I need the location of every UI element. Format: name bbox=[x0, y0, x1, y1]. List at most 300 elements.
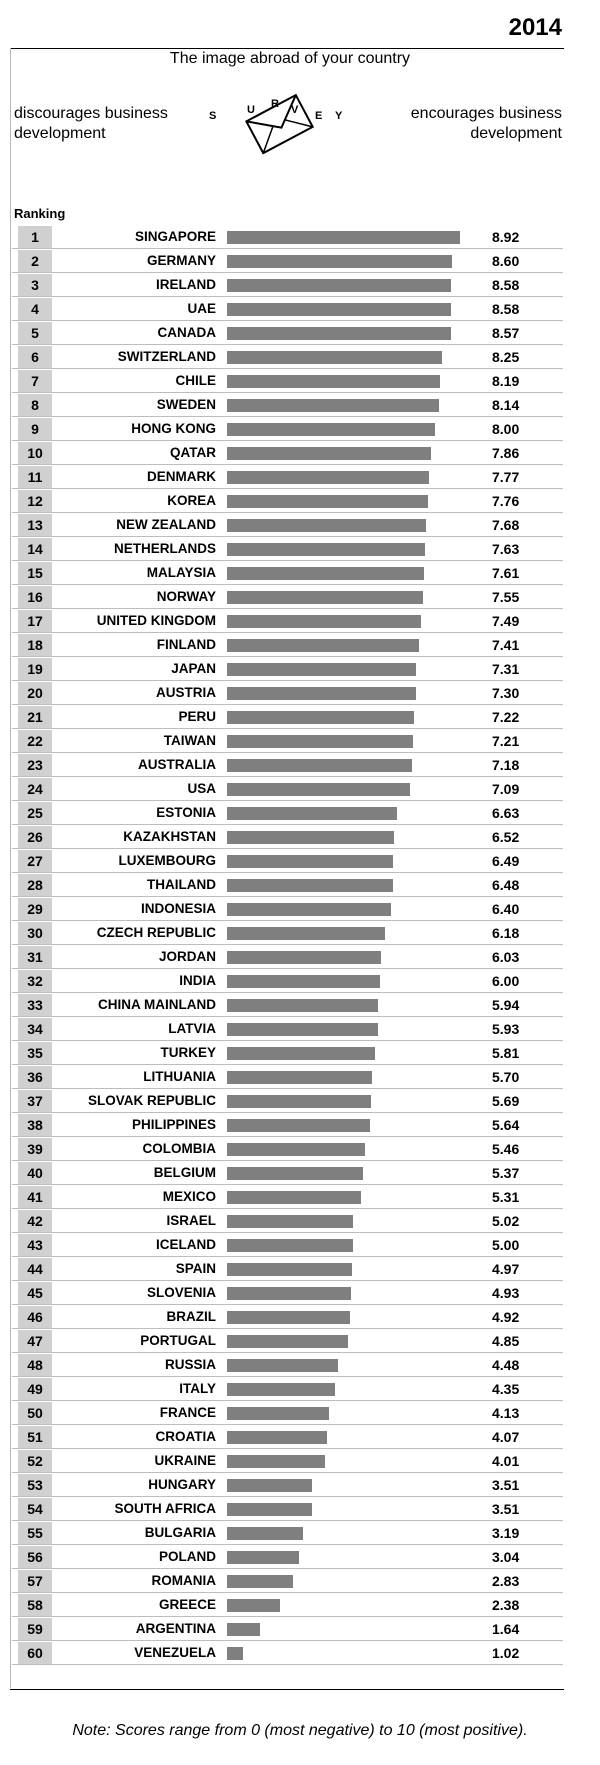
score-value: 8.14 bbox=[492, 397, 520, 413]
table-row bbox=[0, 393, 600, 417]
country-label: NETHERLANDS bbox=[113, 541, 216, 556]
score-bar bbox=[227, 879, 393, 892]
score-value: 7.31 bbox=[492, 661, 520, 677]
country-label: SLOVAK REPUBLIC bbox=[87, 1093, 216, 1108]
score-value: 5.02 bbox=[492, 1213, 520, 1229]
table-row bbox=[0, 1401, 600, 1425]
country-label: CZECH REPUBLIC bbox=[96, 925, 216, 940]
table-row bbox=[0, 1257, 600, 1281]
country-label: SPAIN bbox=[175, 1261, 216, 1276]
rank-cell: 37 bbox=[18, 1090, 52, 1112]
rank-cell: 27 bbox=[18, 850, 52, 872]
country-label: TURKEY bbox=[160, 1045, 216, 1060]
score-bar bbox=[227, 1599, 280, 1612]
rank-cell: 5 bbox=[18, 322, 52, 344]
country-label: SINGAPORE bbox=[134, 229, 216, 244]
table-row bbox=[0, 225, 600, 249]
table-row bbox=[0, 873, 600, 897]
country-label: UKRAINE bbox=[154, 1453, 216, 1468]
rank-cell: 6 bbox=[18, 346, 52, 368]
score-value: 5.70 bbox=[492, 1069, 520, 1085]
score-bar bbox=[227, 519, 426, 532]
score-bar bbox=[227, 807, 397, 820]
country-label: RUSSIA bbox=[164, 1357, 216, 1372]
score-bar bbox=[227, 543, 425, 556]
left-scale-label bbox=[14, 104, 194, 144]
rank-cell: 14 bbox=[18, 538, 52, 560]
score-bar bbox=[227, 831, 394, 844]
rank-cell: 40 bbox=[18, 1162, 52, 1184]
score-value: 2.83 bbox=[492, 1573, 520, 1589]
rank-cell: 28 bbox=[18, 874, 52, 896]
left-label-line1: discourages business bbox=[14, 105, 168, 122]
rank-cell: 38 bbox=[18, 1114, 52, 1136]
score-bar bbox=[227, 1479, 312, 1492]
score-bar bbox=[227, 1215, 353, 1228]
table-row bbox=[0, 561, 600, 585]
score-value: 6.00 bbox=[492, 973, 520, 989]
survey-logo bbox=[205, 92, 355, 158]
table-row bbox=[0, 1521, 600, 1545]
country-label: USA bbox=[187, 781, 216, 796]
rank-cell: 56 bbox=[18, 1546, 52, 1568]
score-value: 4.85 bbox=[492, 1333, 520, 1349]
score-value: 2.38 bbox=[492, 1597, 520, 1613]
score-value: 7.09 bbox=[492, 781, 520, 797]
country-label: UAE bbox=[187, 301, 216, 316]
table-row bbox=[0, 633, 600, 657]
score-bar bbox=[227, 255, 452, 268]
row-divider bbox=[12, 1664, 563, 1665]
table-row bbox=[0, 1281, 600, 1305]
rank-cell: 60 bbox=[18, 1642, 52, 1664]
score-bar bbox=[227, 1551, 299, 1564]
country-label: AUSTRALIA bbox=[138, 757, 216, 772]
score-bar bbox=[227, 1047, 375, 1060]
rank-cell: 58 bbox=[18, 1594, 52, 1616]
table-row bbox=[0, 969, 600, 993]
score-bar bbox=[227, 327, 451, 340]
rank-cell: 43 bbox=[18, 1234, 52, 1256]
score-bar bbox=[227, 711, 414, 724]
score-value: 8.19 bbox=[492, 373, 520, 389]
country-label: SLOVENIA bbox=[146, 1285, 216, 1300]
country-label: LATVIA bbox=[168, 1021, 216, 1036]
country-label: KAZAKHSTAN bbox=[123, 829, 216, 844]
country-label: FRANCE bbox=[159, 1405, 216, 1420]
score-value: 8.60 bbox=[492, 253, 520, 269]
country-label: INDONESIA bbox=[140, 901, 216, 916]
table-row bbox=[0, 321, 600, 345]
table-row bbox=[0, 1233, 600, 1257]
rank-cell: 10 bbox=[18, 442, 52, 464]
score-bar bbox=[227, 1095, 371, 1108]
rank-cell: 36 bbox=[18, 1066, 52, 1088]
score-value: 6.48 bbox=[492, 877, 520, 893]
rank-cell: 50 bbox=[18, 1402, 52, 1424]
score-value: 3.51 bbox=[492, 1501, 520, 1517]
score-value: 3.04 bbox=[492, 1549, 520, 1565]
country-label: CROATIA bbox=[155, 1429, 216, 1444]
score-bar bbox=[227, 1455, 325, 1468]
rank-cell: 52 bbox=[18, 1450, 52, 1472]
score-bar bbox=[227, 1263, 352, 1276]
score-bar bbox=[227, 639, 419, 652]
table-row bbox=[0, 1065, 600, 1089]
right-label-line1: encourages business bbox=[410, 105, 562, 122]
rank-cell: 25 bbox=[18, 802, 52, 824]
country-label: DENMARK bbox=[147, 469, 216, 484]
score-value: 1.02 bbox=[492, 1645, 520, 1661]
score-value: 6.03 bbox=[492, 949, 520, 965]
score-value: 6.18 bbox=[492, 925, 520, 941]
score-value: 5.93 bbox=[492, 1021, 520, 1037]
score-value: 4.01 bbox=[492, 1453, 520, 1469]
right-label-line2: development bbox=[470, 125, 562, 142]
score-bar bbox=[227, 495, 428, 508]
table-row bbox=[0, 1569, 600, 1593]
score-bar bbox=[227, 279, 451, 292]
rank-cell: 51 bbox=[18, 1426, 52, 1448]
country-label: SWEDEN bbox=[156, 397, 216, 412]
rank-cell: 34 bbox=[18, 1018, 52, 1040]
table-row bbox=[0, 1425, 600, 1449]
country-label: NORWAY bbox=[156, 589, 216, 604]
rank-cell: 42 bbox=[18, 1210, 52, 1232]
score-value: 4.92 bbox=[492, 1309, 520, 1325]
rank-cell: 48 bbox=[18, 1354, 52, 1376]
score-value: 5.37 bbox=[492, 1165, 520, 1181]
table-row bbox=[0, 513, 600, 537]
score-bar bbox=[227, 783, 410, 796]
country-label: INDIA bbox=[179, 973, 216, 988]
rank-cell: 46 bbox=[18, 1306, 52, 1328]
score-value: 1.64 bbox=[492, 1621, 520, 1637]
score-bar bbox=[227, 951, 381, 964]
score-bar bbox=[227, 1191, 361, 1204]
score-value: 5.46 bbox=[492, 1141, 520, 1157]
country-label: SWITZERLAND bbox=[117, 349, 216, 364]
score-value: 5.00 bbox=[492, 1237, 520, 1253]
rank-cell: 45 bbox=[18, 1282, 52, 1304]
score-value: 5.81 bbox=[492, 1045, 520, 1061]
table-row bbox=[0, 1137, 600, 1161]
rank-cell: 11 bbox=[18, 466, 52, 488]
logo-letter: U bbox=[247, 104, 255, 116]
table-row bbox=[0, 273, 600, 297]
table-row bbox=[0, 1641, 600, 1665]
score-value: 7.63 bbox=[492, 541, 520, 557]
ranking-header: Ranking bbox=[14, 206, 66, 221]
rank-cell: 23 bbox=[18, 754, 52, 776]
country-label: GERMANY bbox=[146, 253, 216, 268]
country-label: HONG KONG bbox=[131, 421, 216, 436]
score-bar bbox=[227, 855, 393, 868]
logo-letter: Y bbox=[335, 110, 343, 122]
country-label: GREECE bbox=[158, 1597, 216, 1612]
country-label: MEXICO bbox=[162, 1189, 216, 1204]
score-value: 8.92 bbox=[492, 229, 520, 245]
right-scale-label bbox=[372, 104, 562, 144]
score-value: 5.94 bbox=[492, 997, 520, 1013]
table-row bbox=[0, 345, 600, 369]
rank-cell: 16 bbox=[18, 586, 52, 608]
score-bar bbox=[227, 375, 440, 388]
score-value: 8.00 bbox=[492, 421, 520, 437]
left-label-line2: development bbox=[14, 125, 106, 142]
table-row bbox=[0, 1593, 600, 1617]
score-bar bbox=[227, 1311, 350, 1324]
table-row bbox=[0, 249, 600, 273]
score-value: 4.13 bbox=[492, 1405, 520, 1421]
rank-cell: 7 bbox=[18, 370, 52, 392]
table-row bbox=[0, 801, 600, 825]
envelope-icon bbox=[205, 92, 355, 158]
country-label: THAILAND bbox=[147, 877, 216, 892]
table-row bbox=[0, 1161, 600, 1185]
table-row bbox=[0, 993, 600, 1017]
logo-letter: E bbox=[315, 110, 323, 122]
rank-cell: 12 bbox=[18, 490, 52, 512]
score-bar bbox=[227, 975, 380, 988]
score-value: 8.58 bbox=[492, 301, 520, 317]
score-bar bbox=[227, 999, 378, 1012]
score-value: 7.30 bbox=[492, 685, 520, 701]
country-label: COLOMBIA bbox=[142, 1141, 216, 1156]
rank-cell: 54 bbox=[18, 1498, 52, 1520]
score-value: 5.64 bbox=[492, 1117, 520, 1133]
table-row bbox=[0, 657, 600, 681]
country-label: PHILIPPINES bbox=[131, 1117, 216, 1132]
country-label: JAPAN bbox=[171, 661, 216, 676]
rank-cell: 53 bbox=[18, 1474, 52, 1496]
table-row bbox=[0, 849, 600, 873]
rank-cell: 3 bbox=[18, 274, 52, 296]
score-value: 4.07 bbox=[492, 1429, 520, 1445]
country-label: SOUTH AFRICA bbox=[114, 1501, 216, 1516]
country-label: CANADA bbox=[157, 325, 216, 340]
score-value: 4.48 bbox=[492, 1357, 520, 1373]
rank-cell: 19 bbox=[18, 658, 52, 680]
score-bar bbox=[227, 447, 431, 460]
table-row bbox=[0, 537, 600, 561]
logo-letter: S bbox=[209, 110, 217, 122]
score-bar bbox=[227, 1431, 327, 1444]
table-row bbox=[0, 441, 600, 465]
score-value: 5.69 bbox=[492, 1093, 520, 1109]
rank-cell: 47 bbox=[18, 1330, 52, 1352]
score-value: 3.51 bbox=[492, 1477, 520, 1493]
rank-cell: 30 bbox=[18, 922, 52, 944]
score-value: 4.93 bbox=[492, 1285, 520, 1301]
score-bar bbox=[227, 663, 416, 676]
table-row bbox=[0, 417, 600, 441]
table-row bbox=[0, 681, 600, 705]
score-value: 7.76 bbox=[492, 493, 520, 509]
country-label: POLAND bbox=[159, 1549, 216, 1564]
table-row bbox=[0, 1449, 600, 1473]
score-bar bbox=[227, 1623, 260, 1636]
rank-cell: 21 bbox=[18, 706, 52, 728]
score-bar bbox=[227, 1575, 293, 1588]
score-bar bbox=[227, 1359, 338, 1372]
table-row bbox=[0, 1497, 600, 1521]
score-bar bbox=[227, 1167, 363, 1180]
country-label: LUXEMBOURG bbox=[118, 853, 216, 868]
country-label: NEW ZEALAND bbox=[116, 517, 216, 532]
country-label: ITALY bbox=[179, 1381, 216, 1396]
score-value: 7.21 bbox=[492, 733, 520, 749]
table-row bbox=[0, 705, 600, 729]
score-value: 7.68 bbox=[492, 517, 520, 533]
country-label: ICELAND bbox=[156, 1237, 216, 1252]
table-row bbox=[0, 729, 600, 753]
table-row bbox=[0, 1617, 600, 1641]
score-value: 3.19 bbox=[492, 1525, 520, 1541]
rank-cell: 1 bbox=[18, 226, 52, 248]
country-label: JORDAN bbox=[158, 949, 216, 964]
table-row bbox=[0, 1209, 600, 1233]
table-row bbox=[0, 369, 600, 393]
table-row bbox=[0, 945, 600, 969]
rank-cell: 31 bbox=[18, 946, 52, 968]
country-label: FINLAND bbox=[156, 637, 216, 652]
country-label: HUNGARY bbox=[148, 1477, 216, 1492]
score-bar bbox=[227, 759, 412, 772]
table-row bbox=[0, 1017, 600, 1041]
score-bar bbox=[227, 1407, 329, 1420]
table-row bbox=[0, 1377, 600, 1401]
score-bar bbox=[227, 1383, 335, 1396]
country-label: VENEZUELA bbox=[134, 1645, 216, 1660]
score-bar bbox=[227, 687, 416, 700]
rank-cell: 26 bbox=[18, 826, 52, 848]
country-label: ISRAEL bbox=[166, 1213, 216, 1228]
rank-cell: 4 bbox=[18, 298, 52, 320]
score-bar bbox=[227, 1503, 312, 1516]
rank-cell: 9 bbox=[18, 418, 52, 440]
table-row bbox=[0, 465, 600, 489]
score-value: 7.18 bbox=[492, 757, 520, 773]
score-value: 7.22 bbox=[492, 709, 520, 725]
score-bar bbox=[227, 1287, 351, 1300]
country-label: BELGIUM bbox=[153, 1165, 216, 1180]
score-bar bbox=[227, 351, 442, 364]
rank-cell: 20 bbox=[18, 682, 52, 704]
rank-cell: 2 bbox=[18, 250, 52, 272]
table-row bbox=[0, 1185, 600, 1209]
table-row bbox=[0, 1545, 600, 1569]
score-bar bbox=[227, 567, 424, 580]
table-row bbox=[0, 753, 600, 777]
rank-cell: 13 bbox=[18, 514, 52, 536]
score-value: 8.58 bbox=[492, 277, 520, 293]
score-value: 7.61 bbox=[492, 565, 520, 581]
score-bar bbox=[227, 471, 429, 484]
country-label: ROMANIA bbox=[151, 1573, 216, 1588]
rank-cell: 33 bbox=[18, 994, 52, 1016]
score-bar bbox=[227, 1023, 378, 1036]
score-value: 6.52 bbox=[492, 829, 520, 845]
rank-cell: 41 bbox=[18, 1186, 52, 1208]
table-row bbox=[0, 1305, 600, 1329]
score-bar bbox=[227, 1239, 353, 1252]
table-row bbox=[0, 585, 600, 609]
table-row bbox=[0, 1089, 600, 1113]
table-row bbox=[0, 825, 600, 849]
rank-cell: 24 bbox=[18, 778, 52, 800]
score-bar bbox=[227, 615, 421, 628]
score-bar bbox=[227, 927, 385, 940]
country-label: CHINA MAINLAND bbox=[98, 997, 216, 1012]
table-row bbox=[0, 921, 600, 945]
score-bar bbox=[227, 591, 423, 604]
country-label: QATAR bbox=[170, 445, 216, 460]
score-value: 8.57 bbox=[492, 325, 520, 341]
score-value: 7.49 bbox=[492, 613, 520, 629]
score-bar bbox=[227, 423, 435, 436]
rank-cell: 22 bbox=[18, 730, 52, 752]
table-row bbox=[0, 1041, 600, 1065]
country-label: PERU bbox=[178, 709, 216, 724]
country-label: ARGENTINA bbox=[135, 1621, 216, 1636]
rank-cell: 35 bbox=[18, 1042, 52, 1064]
score-value: 4.97 bbox=[492, 1261, 520, 1277]
table-row bbox=[0, 897, 600, 921]
rank-cell: 39 bbox=[18, 1138, 52, 1160]
rank-cell: 44 bbox=[18, 1258, 52, 1280]
country-label: CHILE bbox=[175, 373, 216, 388]
rank-cell: 32 bbox=[18, 970, 52, 992]
score-bar bbox=[227, 1335, 348, 1348]
table-row bbox=[0, 489, 600, 513]
rank-cell: 57 bbox=[18, 1570, 52, 1592]
country-label: ESTONIA bbox=[156, 805, 216, 820]
score-bar bbox=[227, 1527, 303, 1540]
country-label: AUSTRIA bbox=[156, 685, 216, 700]
score-value: 7.55 bbox=[492, 589, 520, 605]
country-label: BRAZIL bbox=[166, 1309, 216, 1324]
rank-cell: 49 bbox=[18, 1378, 52, 1400]
score-bar bbox=[227, 903, 391, 916]
score-bar bbox=[227, 1143, 365, 1156]
country-label: PORTUGAL bbox=[140, 1333, 216, 1348]
country-label: KOREA bbox=[167, 493, 216, 508]
footnote: Note: Scores range from 0 (most negative) to 10 (most positive). bbox=[72, 1722, 528, 1739]
score-bar bbox=[227, 399, 439, 412]
rank-cell: 55 bbox=[18, 1522, 52, 1544]
score-bar bbox=[227, 303, 451, 316]
rank-cell: 59 bbox=[18, 1618, 52, 1640]
country-label: TAIWAN bbox=[163, 733, 216, 748]
year-label: 2014 bbox=[508, 14, 562, 41]
score-value: 6.63 bbox=[492, 805, 520, 821]
chart-subtitle: The image abroad of your country bbox=[169, 50, 411, 67]
table-row bbox=[0, 1353, 600, 1377]
country-label: UNITED KINGDOM bbox=[96, 613, 216, 628]
rank-cell: 8 bbox=[18, 394, 52, 416]
score-value: 7.86 bbox=[492, 445, 520, 461]
table-row bbox=[0, 1113, 600, 1137]
table-row bbox=[0, 297, 600, 321]
rank-cell: 29 bbox=[18, 898, 52, 920]
country-label: IRELAND bbox=[156, 277, 216, 292]
score-bar bbox=[227, 1647, 243, 1660]
logo-letter: V bbox=[291, 104, 299, 116]
table-row bbox=[0, 1473, 600, 1497]
country-label: BULGARIA bbox=[144, 1525, 216, 1540]
table-row bbox=[0, 1329, 600, 1353]
